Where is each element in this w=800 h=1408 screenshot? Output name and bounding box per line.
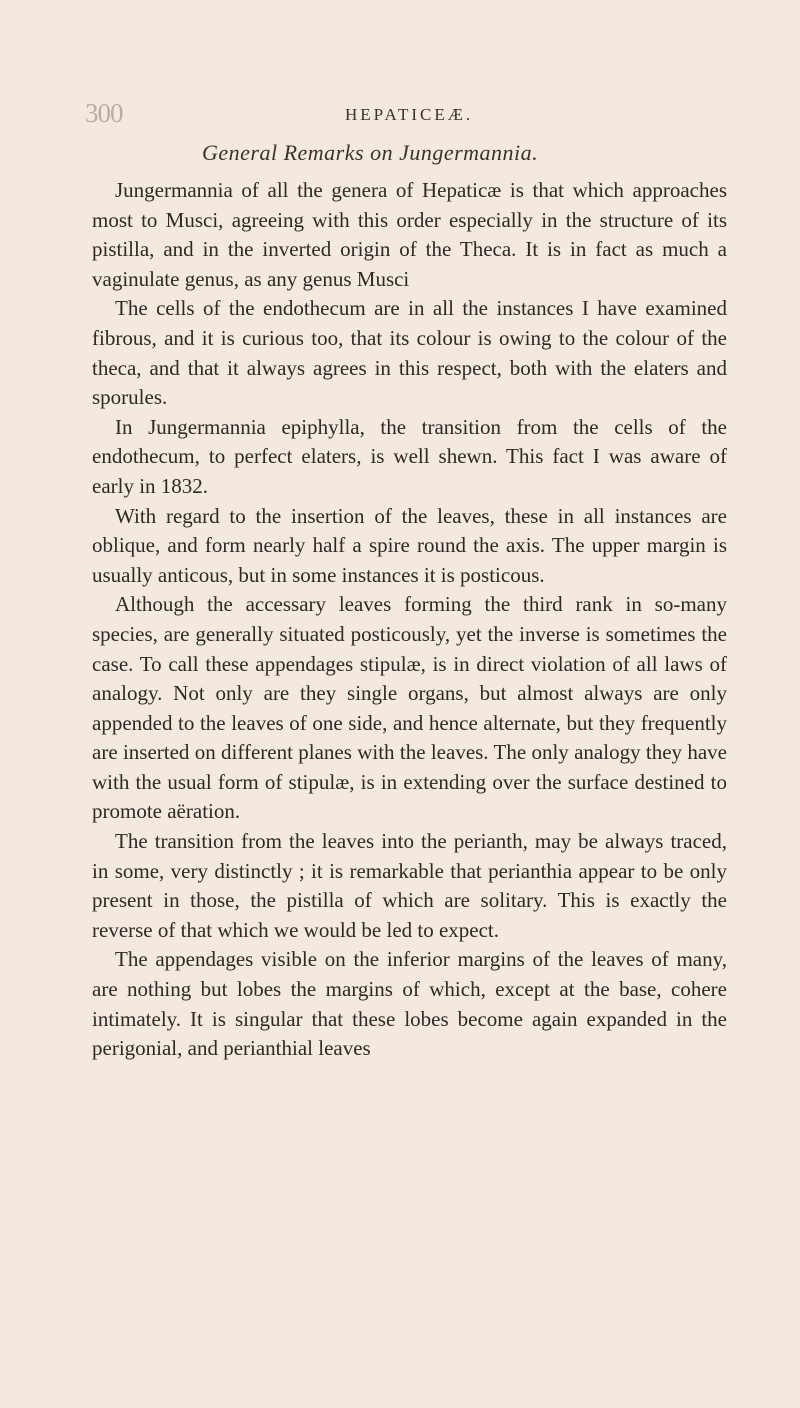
paragraph-1: Jungermannia of all the genera of Hepaticæ is that which approaches most to Musci, agreeing with this order especially in the structure of its pistilla, and in the inverted origin of the Theca. It is in fact as much a vaginulate genus, as any genus Musci xyxy=(92,178,727,291)
page-number: 300 xyxy=(85,98,123,128)
paragraph-2: The cells of the endothecum are in all the instances I have examined fibrous, and it is curious too, that its colour is owing to the colour of the theca, and that it always agrees in this respect, both with the elaters and sporules. xyxy=(92,296,727,410)
paragraph-3: In Jungermannia epiphylla, the transition from the cells of the endothecum, to perfect elaters, is well shewn. This fact I was aware of early in 1832. xyxy=(92,414,727,498)
body-text xyxy=(92,176,727,1064)
paragraph-4: With regard to the insertion of the leaves, these in all instances are oblique, and form nearly half a spire round the axis. The upper margin is usually anticous, but in some instances it is posticous. xyxy=(92,503,727,587)
paragraph-6: The transition from the leaves into the perianth, may be always traced, in some, very distinctly ; it is remarkable that perianthia appear to be only present in those, the pistilla of which are solitary. This is exactly the reverse of that which we would be led to expect. xyxy=(92,829,727,942)
section-title: General Remarks on Jungermannia. xyxy=(202,140,539,165)
running-head: HEPATICEÆ. xyxy=(345,105,474,124)
paragraph-5: Although the accessary leaves forming the third rank in so-many species, are generally situated posticously, yet the inverse is sometimes the case. To call these appendages stipulæ, is in direct violation of all laws of analogy. Not only are they single organs, but almost always are only appended to the leaves of one side, and hence alternate, but they frequently are inserted on different planes with the leaves. The only analogy they have with the usual form of stipulæ, is in extending over the surface destined to promote aëration. xyxy=(92,592,727,824)
paragraph-7: The appendages visible on the inferior margins of the leaves of many, are nothing but lobes the margins of which, except at the base, cohere intimately. It is singular that these lobes become again expanded in the perigonial, and perianthial leaves xyxy=(92,947,727,1061)
